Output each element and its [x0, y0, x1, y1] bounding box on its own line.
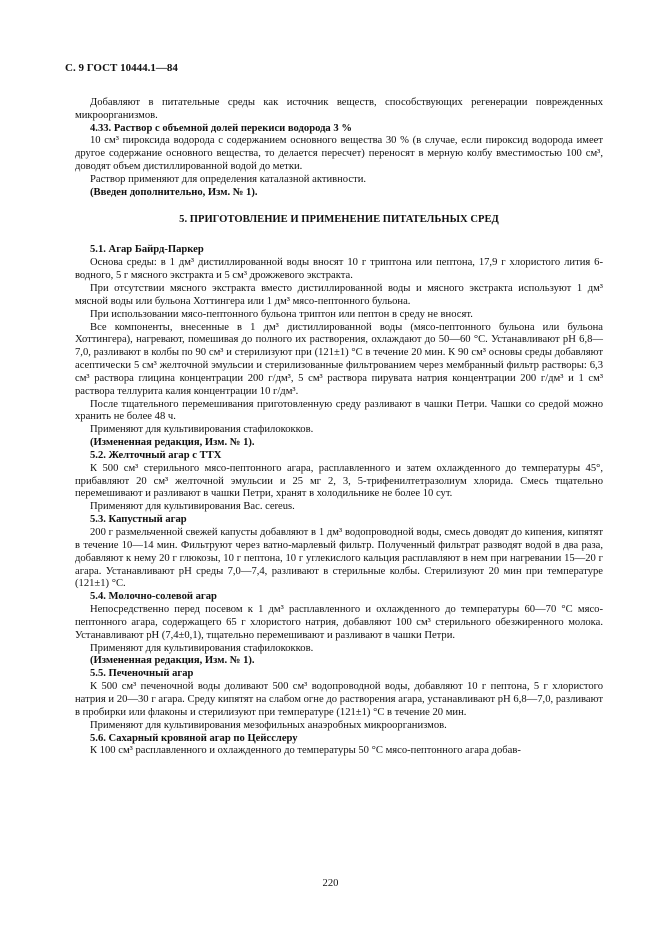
paragraph: Добавляют в питательные среды как источник веществ, способствующих регенерации поврежденных микроорганизмов.	[75, 96, 603, 121]
section-title: 5. ПРИГОТОВЛЕНИЕ И ПРИМЕНЕНИЕ ПИТАТЕЛЬНЫХ СРЕД	[179, 213, 499, 225]
paragraph: Основа среды: в 1 дм³ дистиллированной воды вносят 10 г триптона или пептона, 17,9 г хлористого лития 6-водного, 5 г мясного экстракта и 5 см³ дрожжевого экстракта.	[75, 257, 603, 282]
paragraph: При отсутствии мясного экстракта вместо дистиллированной воды и мясного экстракта используют 1 дм³ мясной воды или бульона Хоттингера или 1 дм³ мясо-пептонного бульона.	[75, 282, 603, 307]
subsection-heading: 5.1. Агар Байрд-Паркер	[90, 244, 204, 256]
paragraph: Все компоненты, внесенные в 1 дм³ дистиллированной воды (мясо-пептонного бульона или бульона Хоттингера), нагревают, помешивая до полного их растворения, охлаждают до 50—60 °С. Устанавливают pH 6,8—7,0, разливают в колбы по 90 см³ и стерилизуют при (121±1) °С в течение 20 мин. К 90 см³ основы среды добавляют асептически 5 см³ желточной эмульсии и стерилизованные фильтрованием через мембранный фильтр растворы: 6,3 см³ раствора глицина концентрации 200 г/дм³, 5 см³ раствора пирувата натрия концентрации 200 г/дм³ и 1 см³ раствора теллурита калия концентрации 10 г/дм³.	[75, 321, 603, 397]
subsection-heading: 5.3. Капустный агар	[90, 514, 187, 526]
paragraph: Раствор применяют для определения каталазной активности.	[90, 173, 367, 185]
paragraph: Применяют для культивирования мезофильных анаэробных микроорганизмов.	[90, 719, 447, 731]
subsection-heading: 5.5. Печеночный агар	[90, 668, 194, 680]
paragraph: После тщательного перемешивания приготовленную среду разливают в чашки Петри. Чашки со средой можно хранить не более 48 ч.	[75, 398, 603, 423]
subsection-heading: 5.2. Желточный агар с ТТХ	[90, 449, 222, 461]
paragraph: Применяют для культивирования стафилококков.	[90, 424, 314, 436]
subsection-heading: 4.33. Раствор с объемной долей перекиси водорода 3 %	[90, 122, 352, 134]
page-header: С. 9 ГОСТ 10444.1—84	[65, 62, 178, 74]
paragraph: При использовании мясо-пептонного бульона триптон или пептон в среду не вносят.	[90, 308, 473, 320]
paragraph: Применяют для культивирования стафилококков.	[90, 642, 314, 654]
paragraph: К 100 см³ расплавленного и охлажденного до температуры 50 °С мясо-пептонного агара добав-	[90, 745, 521, 757]
paragraph: 200 г размельченной свежей капусты добавляют в 1 дм³ водопроводной воды, смесь доводят до кипения, кипятят в течение 10—14 мин. Фильтруют через ватно-марлевый фильтр. Полученный фильтрат разводят водой в два раза, добавляют к нему 20 г глюкозы, 10 г пептона, 10 г углекислого кальция расплавляют в нем при нагревании 15—20 г агара. Устанавливают pH среды 7,0—7,4, разливают в стерильные колбы. Стерилизуют 20 мин при температуре (121±1) °С.	[75, 527, 603, 590]
paragraph: К 500 см³ стерильного мясо-пептонного агара, расплавленного и затем охлажденного до температуры 45°, прибавляют 20 см³ желточной эмульсии и 25 мг 2, 3, 5-трифенилтетразолиум хлорида. Смесь тщательно перемешивают и разливают в чашки Петри, хранят в холодильнике не более 10 сут.	[75, 462, 603, 500]
amendment-note: (Введен дополнительно, Изм. № 1).	[90, 186, 258, 198]
amendment-note: (Измененная редакция, Изм. № 1).	[90, 437, 255, 449]
paragraph: Непосредственно перед посевом к 1 дм³ расплавленного и охлажденного до температуры 60—70 °С мясо-пептонного агара, содержащего 65 г хлористого натрия, добавляют 100 см³ стерильного обезжиренного молока. Устанавливают pH (7,4±0,1), тщательно перемешивают и разливают в чашки Петри.	[75, 604, 603, 641]
paragraph: К 500 см³ печеночной воды доливают 500 см³ водопроводной воды, добавляют 10 г пептона, 5 г хлористого натрия и 20—30 г агара. Среду кипятят на слабом огне до растворения агара, устанавливают pH 6,8—7,0, разливают в пробирки или флаконы и стерилизуют при температуре (121±1) °С в течение 20 мин.	[75, 681, 603, 718]
amendment-note: (Измененная редакция, Изм. № 1).	[90, 655, 255, 667]
subsection-heading: 5.6. Сахарный кровяной агар по Цейсслеру	[90, 732, 298, 744]
paragraph: Применяют для культивирования Bac. cereus.	[90, 501, 295, 513]
document-page	[65, 62, 603, 758]
paragraph: 10 см³ пироксида водорода с содержанием основного вещества 30 % (в случае, если пироксид водорода имеет другое содержание основного вещества, то делается пересчет) переносят в мерную колбу вместимостью 100 см³, доводят объем дистиллированной водой до метки.	[75, 135, 603, 173]
page-number: 220	[322, 878, 339, 889]
subsection-heading: 5.4. Молочно-солевой агар	[90, 591, 217, 603]
